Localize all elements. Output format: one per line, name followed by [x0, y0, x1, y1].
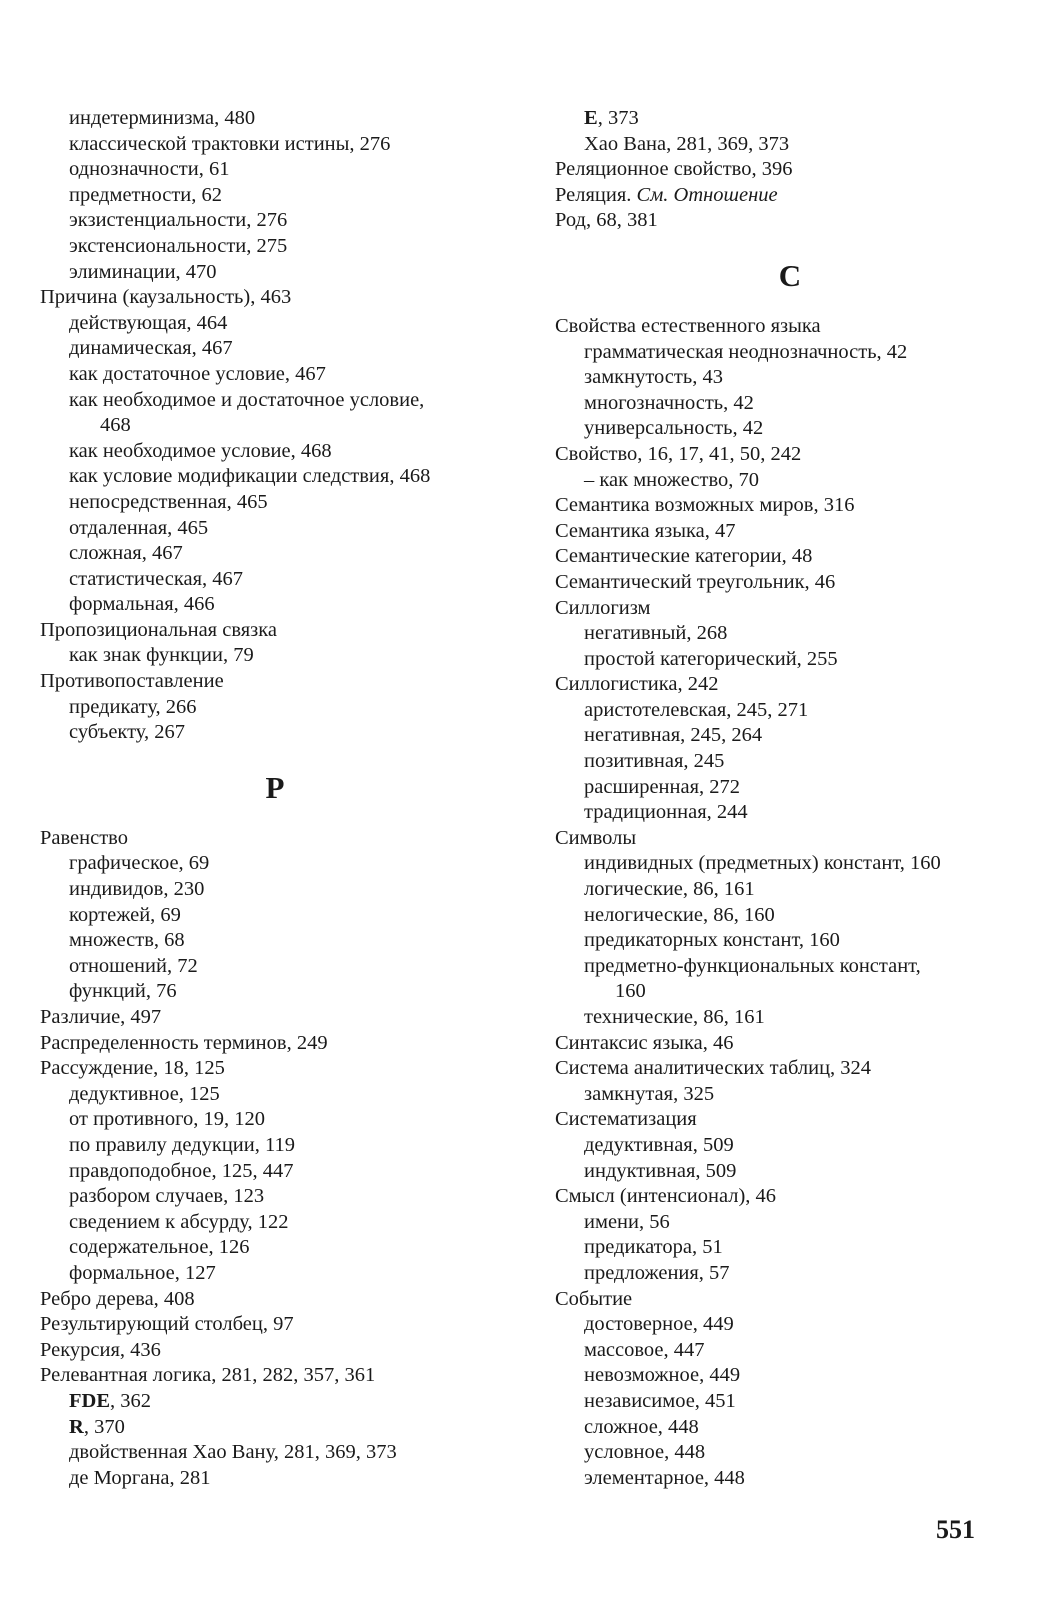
entry-text: формальное, 127 [69, 1261, 216, 1284]
entry-text: Семантический треугольник, 46 [555, 570, 836, 593]
entry-text: технические, 86, 161 [584, 1006, 765, 1028]
index-subentry [40, 336, 510, 362]
index-entry [555, 544, 1025, 570]
entry-text: Род, 68, 381 [555, 209, 658, 232]
index-subentry [555, 365, 1025, 391]
index-entry [40, 285, 510, 311]
entry-text: Семантика возможных миров, 316 [555, 494, 855, 517]
index-subentry [555, 1415, 1025, 1441]
entry-text: Равенство [40, 826, 128, 849]
entry-text: Синтаксис языка, 46 [555, 1031, 734, 1054]
index-subentry [555, 1133, 1025, 1159]
entry-text: Различие, 497 [40, 1006, 162, 1028]
entry-text: позитивная, 245 [584, 750, 725, 773]
entry-text: индетерминизма, 480 [69, 107, 256, 129]
entry-text: сведением к абсурду, 122 [69, 1210, 289, 1233]
entry-text: однозначности, 61 [69, 158, 230, 181]
entry-text: логические, 86, 161 [584, 878, 755, 901]
entry-text: Причина (каузальность), 463 [40, 286, 292, 309]
entry-text: множеств, 68 [69, 929, 185, 952]
entry-text: невозможное, 449 [584, 1364, 741, 1387]
entry-text: как достаточное условие, 467 [69, 362, 326, 385]
index-entry [555, 208, 1025, 234]
entry-text: предметности, 62 [69, 183, 223, 206]
index-subentry [40, 132, 510, 158]
index-subentry [40, 695, 510, 721]
entry-text: Свойства естественного языка [555, 314, 821, 337]
index-subentry [555, 851, 1025, 877]
index-subentry [40, 516, 510, 542]
entry-text: Пропозициональная связка [40, 618, 278, 641]
entry-text: разбором случаев, 123 [69, 1185, 265, 1208]
entry-text: как условие модификации следствия, 468 [69, 465, 431, 488]
entry-text: Силлогизм [555, 596, 651, 619]
entry-text: элементарное, 448 [584, 1466, 745, 1489]
index-subentry [555, 954, 1025, 980]
index-subentry [40, 157, 510, 183]
index-subentry [40, 1133, 510, 1159]
entry-text: негативный, 268 [584, 622, 728, 645]
index-entry [555, 442, 1025, 468]
index-subentry [555, 1338, 1025, 1364]
index-subentry [40, 260, 510, 286]
index-subentry [40, 851, 510, 877]
entry-text: многозначность, 42 [584, 391, 754, 414]
entry-text: от противного, 19, 120 [69, 1108, 265, 1131]
entry-text: индивидов, 230 [69, 878, 205, 901]
index-subentry [555, 391, 1025, 417]
entry-text: как необходимое условие, 468 [69, 439, 332, 462]
index-subentry [555, 1005, 1025, 1031]
index-entry [40, 1363, 510, 1389]
index-subentry [555, 1389, 1025, 1415]
entry-text: Событие [555, 1287, 633, 1310]
index-subentry [555, 132, 1025, 158]
index-subentry [555, 903, 1025, 929]
entry-text: индивидных (предметных) констант, 160 [584, 852, 941, 875]
entry-text: содержательное, 126 [69, 1236, 250, 1259]
index-subentry [40, 954, 510, 980]
index-subentry [40, 464, 510, 490]
entry-text: как знак функции, 79 [69, 644, 254, 667]
entry-text: формальная, 466 [69, 593, 215, 616]
index-entry [555, 314, 1025, 340]
index-subentry [555, 340, 1025, 366]
entry-text: сложное, 448 [584, 1415, 699, 1438]
entry-text: аристотелевская, 245, 271 [584, 698, 809, 721]
entry-text: динамическая, 467 [69, 337, 233, 360]
entry-text: 468 [100, 414, 131, 437]
page-number: 551 [936, 1515, 975, 1544]
entry-text: предикату, 266 [69, 695, 197, 718]
index-entry [555, 1107, 1025, 1133]
index-subentry [555, 1210, 1025, 1236]
entry-text: замкнутость, 43 [584, 366, 723, 389]
index-subentry [40, 490, 510, 516]
index-subentry [40, 234, 510, 260]
entry-text: Свойство, 16, 17, 41, 50, 242 [555, 442, 802, 465]
entry-text: Ребро дерева, 408 [40, 1287, 195, 1310]
index-entry [40, 1287, 510, 1313]
index-entry [40, 826, 510, 852]
entry-text: 160 [615, 980, 646, 1003]
entry-text: условное, 448 [584, 1441, 706, 1464]
index-subentry [40, 106, 510, 132]
entry-text: двойственная Хао Вану, 281, 369, 373 [69, 1441, 397, 1464]
index-subentry [555, 1466, 1025, 1492]
index-subentry [555, 1440, 1025, 1466]
entry-text: Символы [555, 826, 637, 849]
entry-text: Смысл (интенсионал), 46 [555, 1185, 777, 1208]
entry-text: замкнутая, 325 [584, 1082, 715, 1105]
index-subentry [555, 468, 1025, 494]
entry-text: по правилу дедукции, 119 [69, 1133, 295, 1156]
index-entry [40, 669, 510, 695]
entry-text: расширенная, 272 [584, 775, 741, 798]
index-subentry [555, 775, 1025, 801]
index-entry [555, 1031, 1025, 1057]
index-subentry [40, 643, 510, 669]
index-entry [555, 570, 1025, 596]
index-subentry [40, 413, 510, 439]
index-subentry [555, 647, 1025, 673]
entry-text: классической трактовки истины, 276 [69, 132, 391, 155]
index-subentry [40, 720, 510, 746]
index-subentry [40, 979, 510, 1005]
entry-text: графическое, 69 [69, 852, 210, 875]
cross-reference: См. Отношение [636, 183, 778, 206]
index-subentry [40, 1261, 510, 1287]
index-subentry [40, 311, 510, 337]
index-subentry [40, 1082, 510, 1108]
bold-term: E [584, 107, 598, 129]
index-subentry [555, 1363, 1025, 1389]
entry-text: Систематизация [555, 1108, 697, 1131]
entry-text: Хао Вана, 281, 369, 373 [584, 132, 790, 155]
entry-text: нелогические, 86, 160 [584, 903, 775, 926]
index-subentry [40, 1466, 510, 1492]
entry-text: сложная, 467 [69, 542, 183, 565]
index-entry [40, 1005, 510, 1031]
index-subentry [40, 208, 510, 234]
entry-text: , 370 [83, 1415, 125, 1438]
index-entry [555, 519, 1025, 545]
index-subentry [555, 1235, 1025, 1261]
entry-text: де Моргана, 281 [69, 1466, 211, 1489]
index-subentry [40, 183, 510, 209]
entry-text: экзистенциальности, 276 [69, 209, 288, 232]
entry-text: отдаленная, 465 [69, 516, 209, 539]
index-subentry [40, 592, 510, 618]
index-subentry [40, 1389, 510, 1415]
index-subentry [40, 877, 510, 903]
index-subentry [555, 698, 1025, 724]
index-subentry [40, 1107, 510, 1133]
entry-text: , 362 [110, 1389, 151, 1412]
entry-text: Реляционное свойство, 396 [555, 158, 793, 181]
entry-text: кортежей, 69 [69, 903, 181, 926]
entry-text: дедуктивное, 125 [69, 1082, 220, 1105]
index-entry [555, 157, 1025, 183]
entry-text: функций, 76 [69, 980, 177, 1003]
entry-text: правдоподобное, 125, 447 [69, 1159, 294, 1182]
index-entry [40, 1312, 510, 1338]
index-subentry [555, 877, 1025, 903]
entry-text: предложения, 57 [584, 1261, 730, 1284]
entry-text: элиминации, 470 [69, 260, 217, 283]
entry-text: Силлогистика, 242 [555, 673, 719, 696]
index-entry [555, 1184, 1025, 1210]
entry-text: действующая, 464 [69, 311, 228, 334]
entry-text: индуктивная, 509 [584, 1159, 737, 1182]
bold-term: FDE [69, 1389, 110, 1412]
entry-text: традиционная, 244 [584, 801, 748, 824]
entry-text: – как множество, 70 [584, 468, 759, 491]
entry-text: грамматическая неоднозначность, 42 [584, 340, 908, 363]
entry-text: имени, 56 [584, 1210, 670, 1233]
entry-text: Семантические категории, 48 [555, 545, 813, 568]
index-column-right [555, 106, 1025, 1491]
index-subentry [40, 1159, 510, 1185]
index-entry [40, 1056, 510, 1082]
index-subentry [555, 928, 1025, 954]
bold-term: R [69, 1415, 84, 1438]
index-subentry [555, 416, 1025, 442]
index-subentry [40, 903, 510, 929]
entry-text: Семантика языка, 47 [555, 519, 736, 542]
index-entry [40, 618, 510, 644]
index-entry [555, 183, 1025, 209]
entry-text: простой категорический, 255 [584, 647, 838, 670]
index-subentry [40, 1235, 510, 1261]
index-subentry [555, 723, 1025, 749]
entry-text: Система аналитических таблиц, 324 [555, 1057, 872, 1080]
index-subentry [40, 928, 510, 954]
entry-text: Результирующий столбец, 97 [40, 1313, 294, 1336]
index-entry [40, 1338, 510, 1364]
index-subentry [40, 362, 510, 388]
index-subentry [555, 621, 1025, 647]
entry-text: Релевантная логика, 281, 282, 357, 361 [40, 1364, 376, 1387]
index-column-left [40, 106, 510, 1491]
index-subentry [555, 979, 1025, 1005]
index-subentry [555, 749, 1025, 775]
index-entry [40, 1031, 510, 1057]
entry-text: Рекурсия, 436 [40, 1338, 161, 1361]
entry-text: дедуктивная, 509 [584, 1133, 734, 1156]
index-subentry [40, 1184, 510, 1210]
section-letter: С [778, 257, 802, 293]
entry-text: Реляция. [555, 183, 637, 206]
index-subentry [40, 1440, 510, 1466]
index-subentry [555, 1082, 1025, 1108]
index-subentry [40, 1415, 510, 1441]
index-subentry [40, 567, 510, 593]
entry-text: предикаторных констант, 160 [584, 929, 840, 952]
index-entry [555, 1287, 1025, 1313]
index-subentry [40, 439, 510, 465]
entry-text: субъекту, 267 [69, 721, 186, 744]
entry-text: независимое, 451 [584, 1389, 736, 1412]
entry-text: Распределенность терминов, 249 [40, 1031, 328, 1054]
entry-text: , 373 [597, 107, 639, 129]
index-subentry [40, 1210, 510, 1236]
entry-text: как необходимое и достаточное условие, [69, 388, 425, 411]
entry-text: отношений, 72 [69, 954, 198, 977]
entry-text: достоверное, 449 [584, 1313, 734, 1336]
section-letter: Р [265, 769, 285, 805]
entry-text: экстенсиональности, 275 [69, 234, 288, 257]
entry-text: Рассуждение, 18, 125 [40, 1057, 225, 1080]
index-subentry [40, 388, 510, 414]
index-subentry [555, 800, 1025, 826]
entry-text: Противопоставление [40, 670, 224, 693]
index-subentry [555, 1261, 1025, 1287]
entry-text: предметно-функциональных констант, [584, 954, 921, 977]
entry-text: статистическая, 467 [69, 567, 244, 590]
index-entry [555, 672, 1025, 698]
entry-text: негативная, 245, 264 [584, 724, 763, 747]
index-subentry [40, 541, 510, 567]
entry-text: универсальность, 42 [584, 417, 764, 440]
index-subentry [555, 106, 1025, 132]
entry-text: непосредственная, 465 [69, 490, 268, 513]
index-entry [555, 596, 1025, 622]
index-subentry [555, 1312, 1025, 1338]
index-subentry [555, 1159, 1025, 1185]
index-entry [555, 1056, 1025, 1082]
entry-text: массовое, 447 [584, 1338, 705, 1361]
entry-text: предикатора, 51 [584, 1236, 723, 1259]
index-entry [555, 826, 1025, 852]
index-entry [555, 493, 1025, 519]
